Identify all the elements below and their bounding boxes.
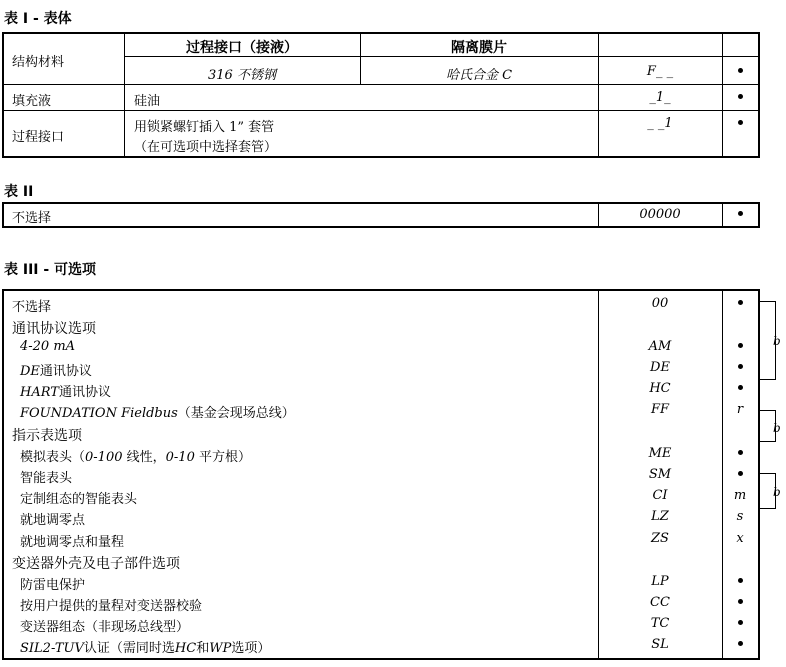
option-label-part: 就地调零点和量程 <box>20 535 125 550</box>
availability-note: s <box>736 509 744 524</box>
header-process-connection: 过程接口（接液） <box>186 40 298 56</box>
option-label <box>20 574 85 593</box>
availability-dot <box>738 599 743 604</box>
option-code-text: LZ <box>651 509 669 524</box>
availability-dot <box>738 450 743 455</box>
availability-dot <box>738 641 743 646</box>
option-code <box>598 339 722 354</box>
availability-dot <box>738 471 743 476</box>
row-fill-code: _1_ <box>649 90 671 105</box>
row-connection-line2: （在可选项中选择套管） <box>134 140 278 155</box>
option-code <box>598 509 722 524</box>
availability-note: m <box>733 488 747 503</box>
option-label-part: 4-20 mA <box>20 339 76 354</box>
row-material-col1: 316 不锈钢 <box>208 68 276 83</box>
section-title: 通讯协议选项 <box>12 321 96 337</box>
option-code-text: TC <box>650 616 670 631</box>
option-code-text: LP <box>651 574 669 589</box>
option-label-part: 防雷电保护 <box>20 578 86 593</box>
availability-note: r <box>736 402 744 417</box>
option-label <box>20 616 189 635</box>
option-label-part: 按用户提供的量程对变送器校验 <box>20 599 203 614</box>
option-label <box>20 467 72 486</box>
row-fill-dot <box>738 94 743 99</box>
option-label-part: 通讯协议 <box>39 364 92 379</box>
table1-heading: 表 I - 表体 <box>4 11 72 27</box>
option-code-text: CI <box>652 488 668 503</box>
row-material-code: F_ _ <box>646 64 674 79</box>
row-connection-dot <box>738 120 743 125</box>
table2-none-dot <box>738 211 743 216</box>
option-label-part: 通讯协议 <box>58 385 111 400</box>
row-connection-label: 过程接口 <box>12 130 65 145</box>
row-fill-label: 填充液 <box>12 94 52 109</box>
option-label-part: SIL2-TUV <box>20 641 84 656</box>
row-connection-line1: 用锁紧螺钉插入 1” 套管 <box>134 120 275 135</box>
option-code-text: 00 <box>651 296 669 311</box>
option-code-text: HC <box>649 381 671 396</box>
table2-heading: 表 II <box>4 184 34 200</box>
option-label-part: 选项） <box>231 641 271 656</box>
option-code <box>598 637 722 652</box>
option-code <box>598 595 722 610</box>
option-code-text: ZS <box>651 531 669 546</box>
availability-dot <box>738 385 743 390</box>
row-fill-col1: 硅油 <box>134 94 161 109</box>
option-code-text: SL <box>651 637 669 652</box>
option-label-part: HC <box>174 641 197 656</box>
option-label-part: HART <box>20 385 59 400</box>
section-title: 变送器外壳及电子部件选项 <box>12 556 180 572</box>
option-label <box>20 509 85 528</box>
option-code <box>598 402 722 417</box>
option-code <box>598 467 722 482</box>
option-label <box>12 296 51 315</box>
option-label-part: FOUNDATION Fieldbus <box>20 406 178 421</box>
bracket-2-label: b <box>773 421 781 435</box>
option-code <box>598 381 722 396</box>
option-label <box>20 339 75 354</box>
row-connection-code: _ _1 <box>647 116 673 131</box>
option-label-part: DE <box>20 364 40 379</box>
table2-none-code: 00000 <box>639 207 681 222</box>
header-diaphragm: 隔离膜片 <box>451 40 507 56</box>
option-code <box>598 574 722 589</box>
row-material-label: 结构材料 <box>12 55 65 70</box>
option-label-part: 0-100 <box>85 450 123 465</box>
option-label-part: 平方根） <box>194 450 251 465</box>
table2-none-label: 不选择 <box>12 211 52 226</box>
section-title: 指示表选项 <box>12 428 82 444</box>
option-code <box>598 360 722 375</box>
option-code-text: ME <box>648 446 672 461</box>
option-label <box>20 402 295 421</box>
availability-dot <box>738 620 743 625</box>
option-label-part: 不选择 <box>12 300 52 315</box>
option-code-text: CC <box>650 595 670 610</box>
availability-dot <box>738 300 743 305</box>
option-label-part: WP <box>209 641 232 656</box>
option-code <box>598 531 722 546</box>
option-label-part: 认证（需同时选 <box>83 641 175 656</box>
row-material-dot <box>738 68 743 73</box>
option-label-part: 定制组态的智能表头 <box>20 492 138 507</box>
availability-note: x <box>736 531 744 546</box>
availability-dot <box>738 578 743 583</box>
bracket-1-label: b <box>773 334 781 348</box>
option-code <box>598 296 722 311</box>
option-label-part: 变送器组态（非现场总线型） <box>20 620 190 635</box>
option-code <box>598 616 722 631</box>
row-material-col2: 哈氏合金 C <box>445 68 513 83</box>
option-label <box>20 637 270 656</box>
option-code-text: FF <box>650 402 670 417</box>
option-label-part: 就地调零点 <box>20 513 86 528</box>
option-code-text: DE <box>650 360 670 375</box>
option-label <box>20 360 92 379</box>
option-label-part: 模拟表头（ <box>20 450 86 465</box>
option-label-part: 智能表头 <box>20 471 73 486</box>
bracket-3-label: b <box>773 485 781 499</box>
option-code-text: AM <box>648 339 672 354</box>
option-label <box>20 381 111 400</box>
option-code-text: SM <box>648 467 672 482</box>
option-label <box>20 595 202 614</box>
option-label-part: 和 <box>196 641 210 656</box>
option-label <box>20 446 251 465</box>
option-label-part: 0-10 <box>165 450 195 465</box>
option-label-part: 线性， <box>122 450 166 465</box>
option-label <box>20 531 124 550</box>
option-label-part: （基金会现场总线） <box>177 406 295 421</box>
option-code <box>598 446 722 461</box>
option-code <box>598 488 722 503</box>
option-label <box>20 488 137 507</box>
availability-dot <box>738 343 743 348</box>
availability-dot <box>738 364 743 369</box>
table3-heading: 表 III - 可选项 <box>4 262 97 278</box>
